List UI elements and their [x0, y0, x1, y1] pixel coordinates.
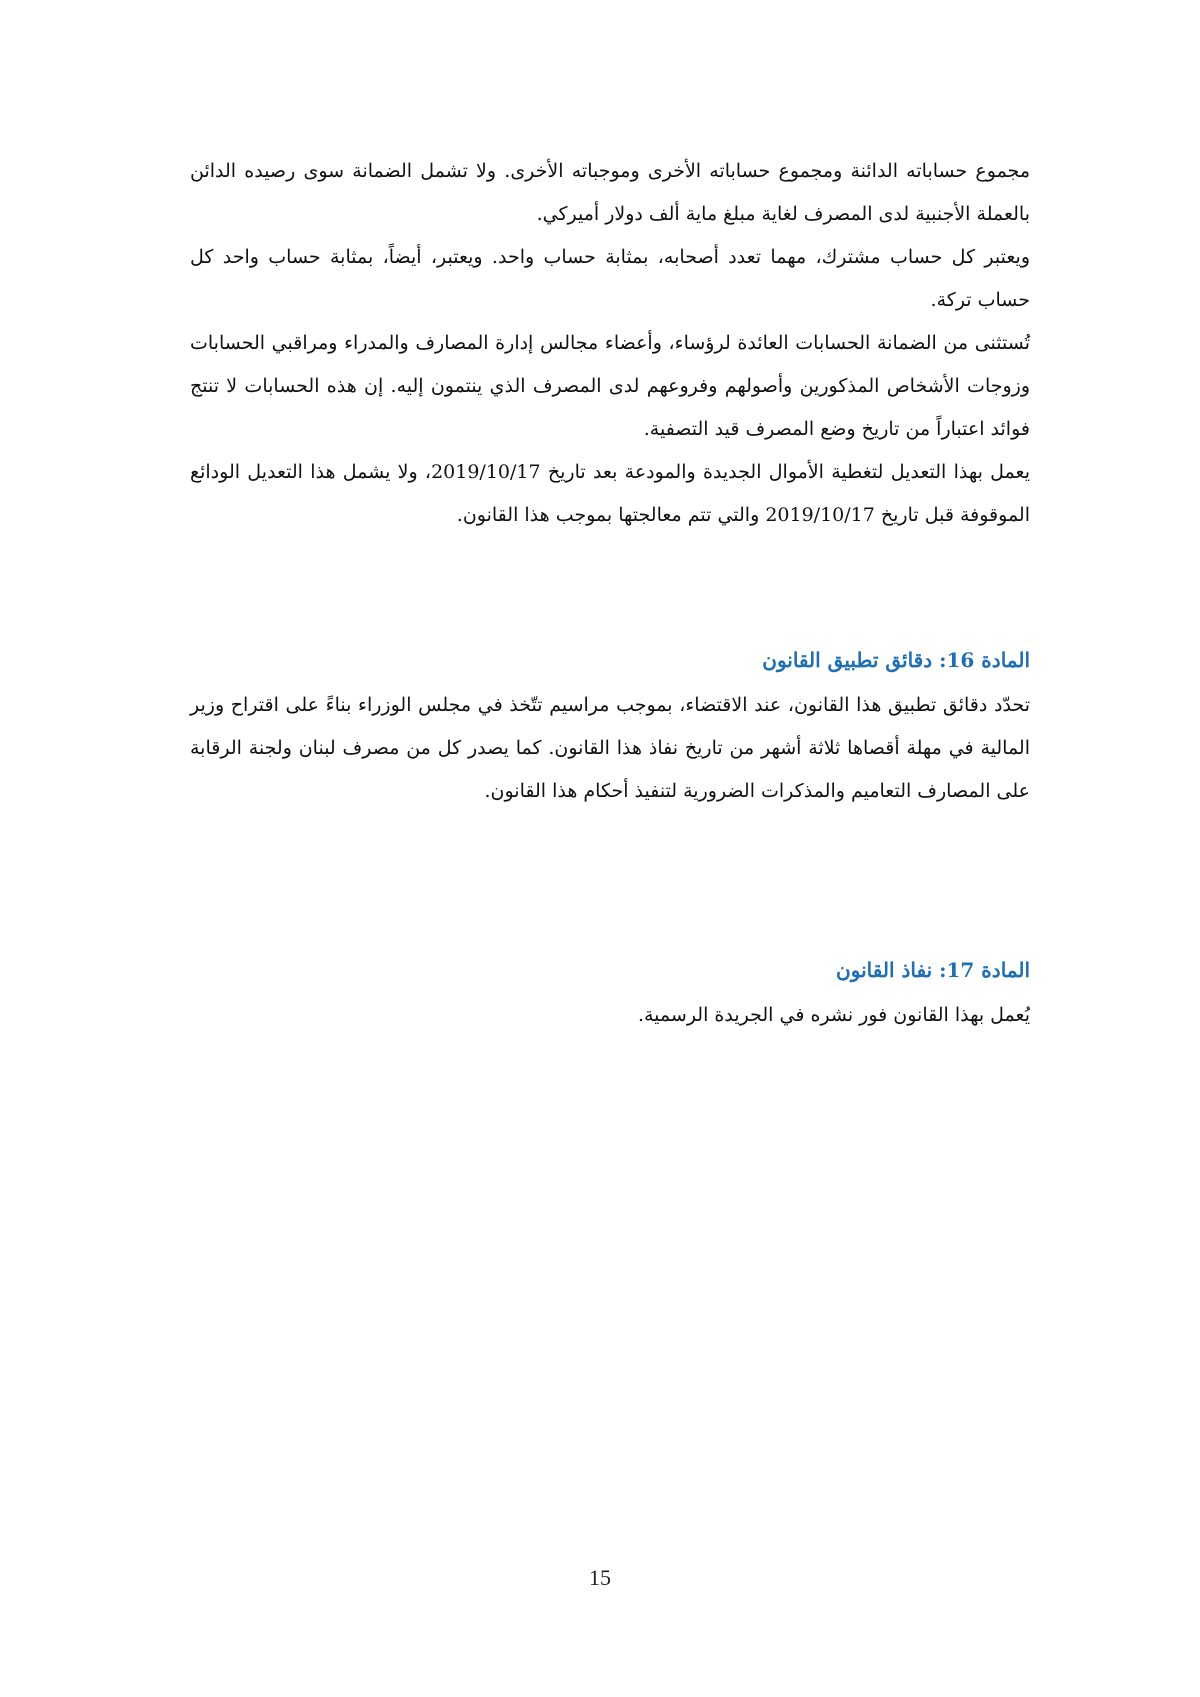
- intro-text-block: [190, 150, 1030, 537]
- article-17-section: [190, 950, 1030, 1037]
- paragraph-joint-accounts: ويعتبر كل حساب مشترك، مهما تعدد أصحابه، بمثابة حساب واحد. ويعتبر، أيضاً، بمثابة حساب واحد كل حساب تركة.: [190, 246, 1030, 311]
- article-17-body: يُعمل بهذا القانون فور نشره في الجريدة الرسمية.: [637, 1004, 1030, 1026]
- article-16-heading: المادة 16: دقائق تطبيق القانون: [762, 648, 1030, 672]
- page-number: 15: [589, 1565, 611, 1590]
- paragraph-guarantee-scope: مجموع حساباته الدائنة ومجموع حساباته الأخرى وموجباته الأخرى. ولا تشمل الضمانة سوى رصيده الدائن بالعملة الأجنبية لدى المصرف لغاية مبلغ ماية ألف دولار أميركي.: [190, 160, 1030, 225]
- paragraph-exclusions: تُستثنى من الضمانة الحسابات العائدة لرؤساء، وأعضاء مجالس إدارة المصارف والمدراء ومراقبي الحسابات وزوجات الأشخاص المذكورين وأصولهم وفروعهم لدى المصرف الذي ينتمون إليه. إن هذه الحسابات لا تنتج فوائد اعتباراً من تاريخ وضع المصرف قيد التصفية.: [190, 332, 1030, 440]
- article-16-section: [190, 640, 1030, 813]
- article-17-heading: المادة 17: نفاذ القانون: [836, 958, 1030, 982]
- article-16-body: تحدّد دقائق تطبيق هذا القانون، عند الاقتضاء، بموجب مراسيم تتّخذ في مجلس الوزراء بناءً على اقتراح وزير المالية في مهلة أقصاها ثلاثة أشهر من تاريخ نفاذ هذا القانون. كما يصدر كل من مصرف لبنان ولجنة الرقابة على المصارف التعاميم والمذكرات الضرورية لتنفيذ أحكام هذا القانون.: [190, 694, 1030, 802]
- paragraph-amendment-coverage: يعمل بهذا التعديل لتغطية الأموال الجديدة والمودعة بعد تاريخ 2019/10/17، ولا يشمل هذا التعديل الودائع الموقوفة قبل تاريخ 2019/10/17 والتي تتم معالجتها بموجب هذا القانون.: [190, 461, 1030, 526]
